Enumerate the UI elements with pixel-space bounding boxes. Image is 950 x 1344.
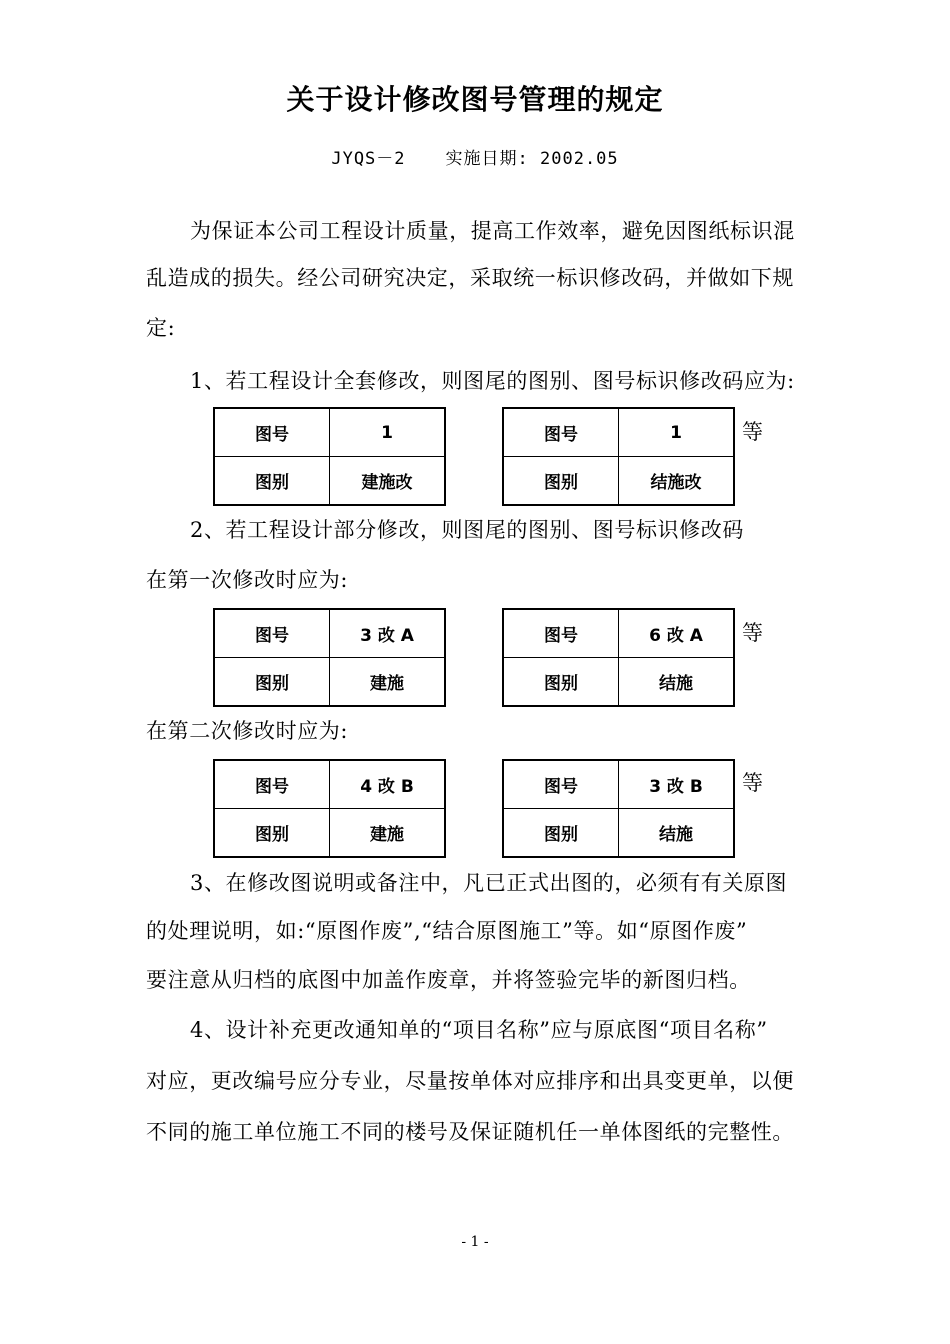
cell-key: 图别 <box>214 457 330 506</box>
item-2-first-revision: 在第一次修改时应为: <box>146 568 349 592</box>
cell-key: 图号 <box>214 408 330 457</box>
item-3-line: 要注意从归档的底图中加盖作废章，并将签验完毕的新图归档。 <box>146 968 751 992</box>
etc-mark: 等 <box>742 621 763 645</box>
document-code: JYQS－2 <box>331 149 406 169</box>
paragraph-line: 定: <box>146 316 176 340</box>
cell-value: 1 <box>619 408 735 457</box>
cell-value: 1 <box>330 408 446 457</box>
cell-key: 图号 <box>503 408 619 457</box>
document-title: 关于设计修改图号管理的规定 <box>286 83 664 116</box>
label-table-struct-rev-b <box>502 759 735 858</box>
cell-value: 建施改 <box>330 457 446 506</box>
paragraph-line: 为保证本公司工程设计质量，提高工作效率，避免因图纸标识混 <box>190 219 795 243</box>
cell-key: 图别 <box>503 809 619 858</box>
effective-date: 实施日期: 2002.05 <box>445 149 619 169</box>
cell-key: 图别 <box>503 658 619 707</box>
cell-key: 图别 <box>214 658 330 707</box>
cell-key: 图号 <box>503 760 619 809</box>
paragraph-line: 乱造成的损失。经公司研究决定，采取统一标识修改码，并做如下规 <box>146 266 794 290</box>
page-number: - 1 - <box>461 1234 489 1250</box>
label-table-arch-rev-a <box>213 608 446 707</box>
item-4-line: 对应，更改编号应分专业，尽量按单体对应排序和出具变更单，以便 <box>146 1069 794 1093</box>
item-3-line: 的处理说明，如:“原图作废”,“结合原图施工”等。如“原图作废” <box>146 919 748 943</box>
label-table-arch-full <box>213 407 446 506</box>
item-2-second-revision: 在第二次修改时应为: <box>146 719 349 743</box>
item-4-line: 4、设计补充更改通知单的“项目名称”应与原底图“项目名称” <box>190 1018 768 1042</box>
label-table-arch-rev-b <box>213 759 446 858</box>
cell-key: 图号 <box>503 609 619 658</box>
cell-value: 结施 <box>619 809 735 858</box>
label-table-struct-rev-a <box>502 608 735 707</box>
cell-value: 结施改 <box>619 457 735 506</box>
cell-key: 图号 <box>214 609 330 658</box>
cell-value: 4 改 B <box>330 760 446 809</box>
cell-key: 图别 <box>503 457 619 506</box>
item-1-text: 1、若工程设计全套修改，则图尾的图别、图号标识修改码应为: <box>190 369 795 393</box>
document-meta <box>0 144 950 169</box>
label-table-struct-full <box>502 407 735 506</box>
cell-key: 图号 <box>214 760 330 809</box>
cell-value: 3 改 B <box>619 760 735 809</box>
etc-mark: 等 <box>742 420 763 444</box>
item-3-line: 3、在修改图说明或备注中，凡已正式出图的，必须有有关原图 <box>190 871 788 895</box>
etc-mark: 等 <box>742 771 763 795</box>
item-4-line: 不同的施工单位施工不同的楼号及保证随机任一单体图纸的完整性。 <box>146 1120 794 1144</box>
cell-value: 建施 <box>330 658 446 707</box>
cell-key: 图别 <box>214 809 330 858</box>
item-2-text: 2、若工程设计部分修改，则图尾的图别、图号标识修改码 <box>190 518 744 542</box>
cell-value: 3 改 A <box>330 609 446 658</box>
cell-value: 6 改 A <box>619 609 735 658</box>
cell-value: 结施 <box>619 658 735 707</box>
cell-value: 建施 <box>330 809 446 858</box>
